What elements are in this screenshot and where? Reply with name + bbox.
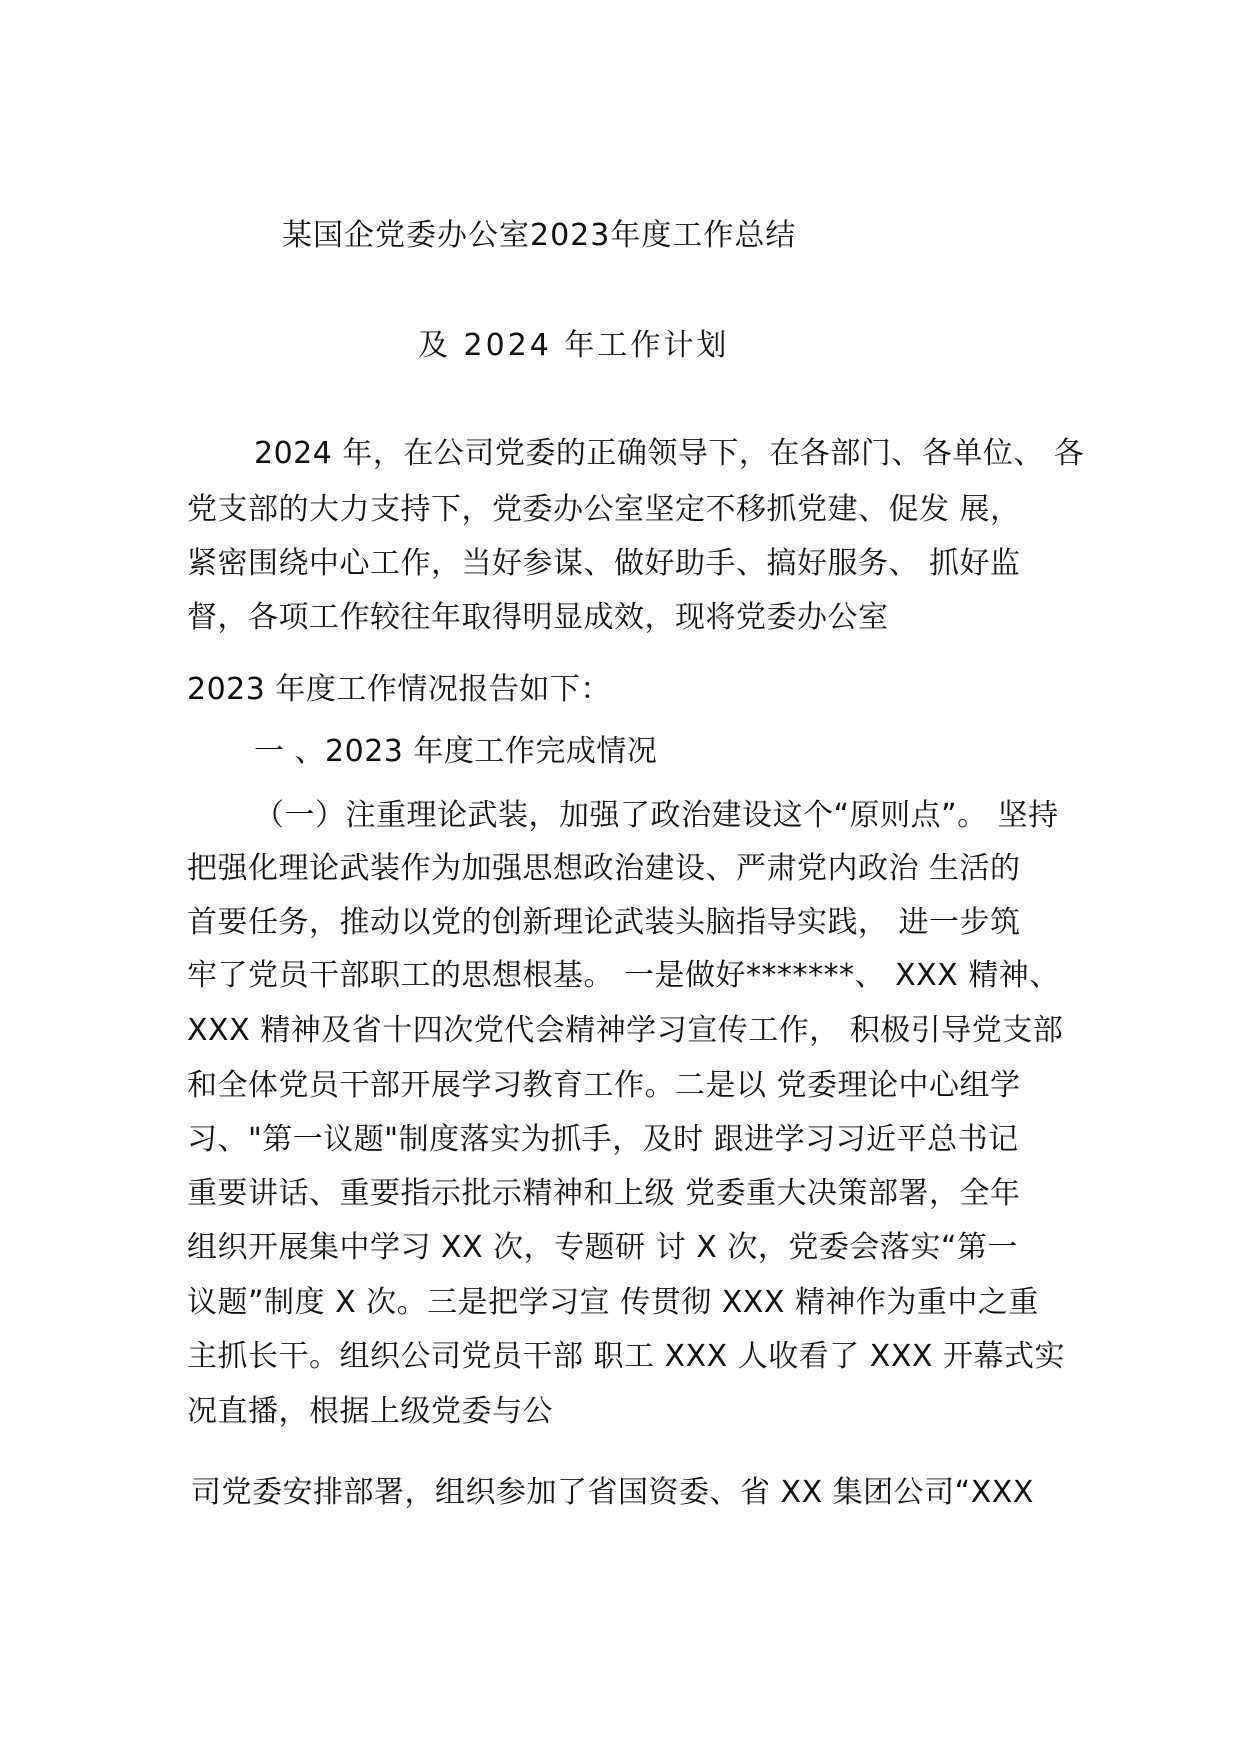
body-line-7: （一）注重理论武装，加强了政治建设这个“原则点”。 坚持 <box>254 798 1059 833</box>
body-line-12: 和全体党员干部开展学习教育工作。二是以 党委理论中心组学 <box>187 1068 1021 1103</box>
body-line-3: 紧密围绕中心工作，当好参谋、做好助手、搞好服务、 抓好监 <box>187 546 1021 581</box>
document-title-line-2: 及 2024 年工作计划 <box>418 328 730 363</box>
body-line-1: 2024 年，在公司党委的正确领导下，在各部门、各单位、 各 <box>254 436 1085 471</box>
body-line-19: 司党委安排部署，组织参加了省国资委、省 XX 集团公司“XXX <box>191 1475 1034 1510</box>
body-line-10: 牢了党员干部职工的思想根基。 一是做好*******、 XXX 精神、 <box>187 958 1060 993</box>
body-line-11: XXX 精神及省十四次党代会精神学习宣传工作， 积极引导党支部 <box>187 1013 1064 1048</box>
body-line-8: 把强化理论武装作为加强思想政治建设、严肃党内政治 生活的 <box>187 851 1021 886</box>
body-line-18: 况直播，根据上级党委与公 <box>187 1394 553 1429</box>
body-line-4: 督，各项工作较往年取得明显成效，现将党委办公室 <box>187 600 889 635</box>
body-line-15: 组织开展集中学习 XX 次，专题研 讨 X 次，党委会落实“第一 <box>187 1230 1018 1265</box>
section-heading: 一 、2023 年度工作完成情况 <box>254 734 658 769</box>
body-line-17: 主抓长干。组织公司党员干部 职工 XXX 人收看了 XXX 开幕式实 <box>187 1339 1065 1374</box>
body-line-9: 首要任务，推动以党的创新理论武装头脑指导实践， 进一步筑 <box>187 905 1021 940</box>
body-line-13: 习、"第一议题"制度落实为抓手，及时 跟进学习习近平总书记 <box>187 1122 1019 1157</box>
body-line-5: 2023 年度工作情况报告如下： <box>187 672 611 707</box>
body-line-16: 议题”制度 X 次。三是把学习宣 传贯彻 XXX 精神作为重中之重 <box>187 1285 1039 1320</box>
document-title-line-1: 某国企党委办公室2023年度工作总结 <box>282 218 797 253</box>
body-line-14: 重要讲话、重要指示批示精神和上级 党委重大决策部署，全年 <box>187 1176 1021 1211</box>
body-line-2: 党支部的大力支持下，党委办公室坚定不移抓党建、促发 展， <box>187 492 1021 527</box>
